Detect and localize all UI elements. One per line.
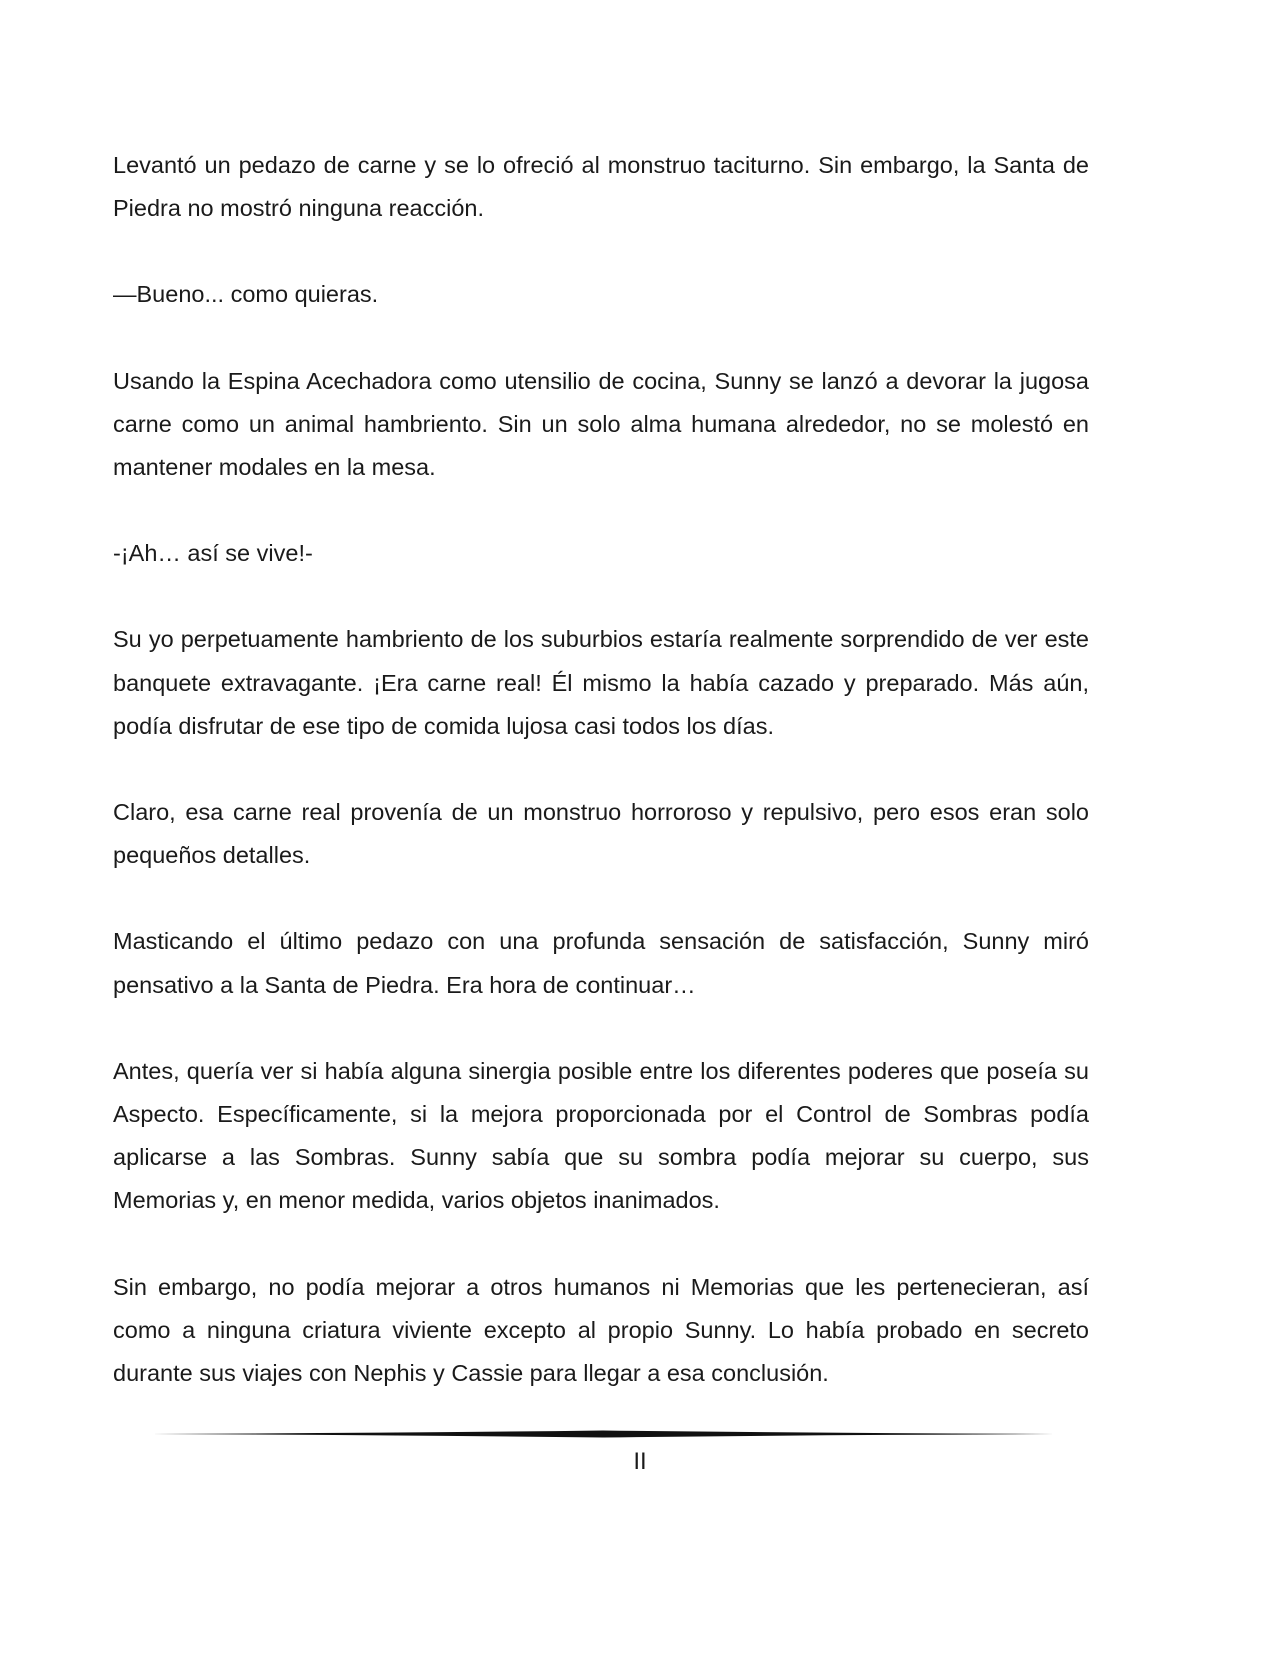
page-number: II (633, 1448, 647, 1475)
paragraph-8: Antes, quería ver si había alguna sinergia posible entre los diferentes poderes que poseía su Aspecto. Específicamente, si la mejora proporcionada por el Control de Sombras podía aplicarse a las Sombras. Sunny sabía que su sombra podía mejorar su cuerpo, sus Memorias y, en menor medida, varios objetos inanimados. (113, 1057, 1089, 1214)
body-text (113, 144, 1089, 1395)
ornament-swell (152, 1431, 1054, 1438)
paragraph-4: -¡Ah… así se vive!- (113, 540, 313, 567)
paragraph-9: Sin embargo, no podía mejorar a otros humanos ni Memorias que les pertenecieran, así como a ninguna criatura viviente excepto al propio Sunny. Lo había probado en secreto durante sus viajes con Nephis y Cassie para llegar a esa conclusión. (113, 1273, 1089, 1387)
paragraph-6: Claro, esa carne real provenía de un monstruo horroroso y repulsivo, pero esos eran solo pequeños detalles. (113, 799, 1089, 869)
paragraph-2: —Bueno... como quieras. (113, 281, 379, 308)
paragraph-3: Usando la Espina Acechadora como utensilio de cocina, Sunny se lanzó a devorar la jugosa carne como un animal hambriento. Sin un solo alma humana alrededor, no se molestó en mantener modales en la mesa. (113, 367, 1089, 481)
footer-ornament-rule (152, 1428, 1054, 1440)
paragraph-7: Masticando el último pedazo con una profunda sensación de satisfacción, Sunny miró pensativo a la Santa de Piedra. Era hora de continuar… (113, 928, 1089, 998)
paragraph-1: Levantó un pedazo de carne y se lo ofreció al monstruo taciturno. Sin embargo, la Santa de Piedra no mostró ninguna reacción. (113, 152, 1089, 222)
paragraph-5: Su yo perpetuamente hambriento de los suburbios estaría realmente sorprendido de ver este banquete extravagante. ¡Era carne real! Él mismo la había cazado y preparado. Más aún, podía disfrutar de ese tipo de comida lujosa casi todos los días. (113, 626, 1089, 739)
